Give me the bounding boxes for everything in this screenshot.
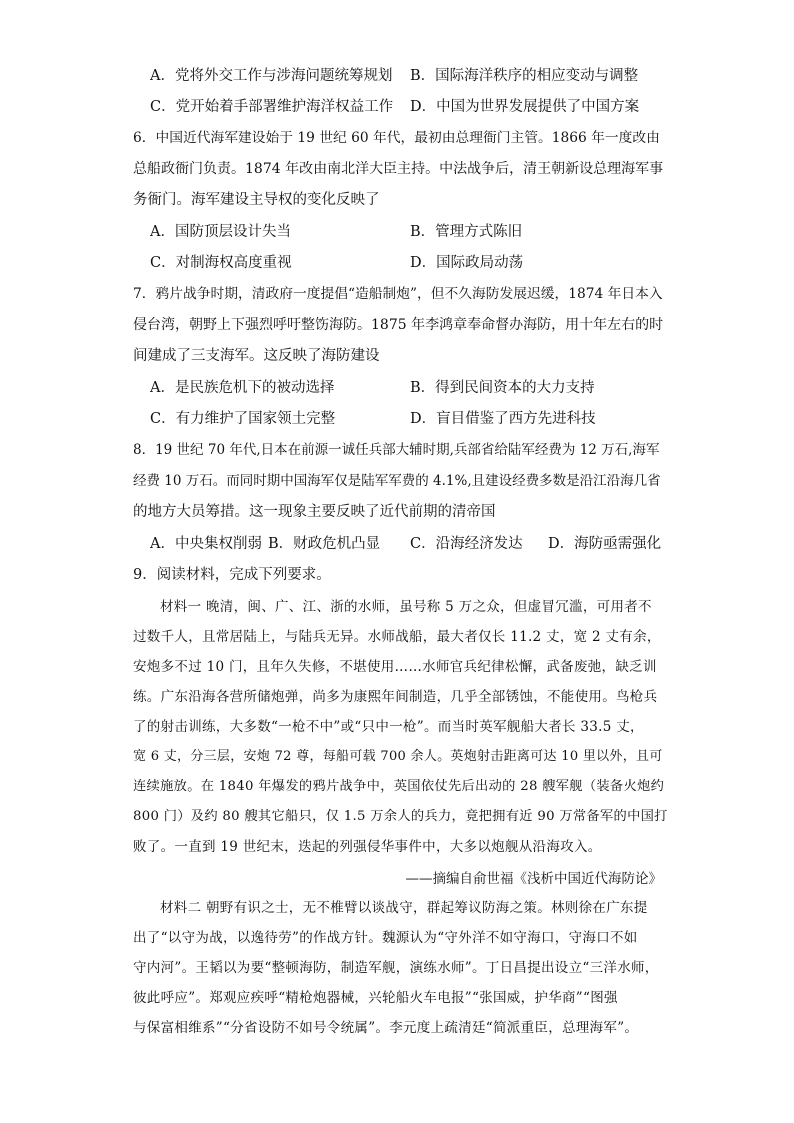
q7-option-b[interactable]: B．得到民间资本的大力支持 <box>410 380 595 396</box>
q6-stem-line: 6．中国近代海军建设始于 19 世纪 60 年代，最初由总理衙门主管。1866 年一度改由 <box>133 130 660 146</box>
q5-option-a[interactable]: A．党将外交工作与涉海问题统筹规划 <box>150 68 393 84</box>
q5-option-d[interactable]: D．中国为世界发展提供了中国方案 <box>410 99 640 115</box>
q7-stem-line: 7．鸦片战争时期，清政府一度提倡“造船制炮”，但不久海防发展迟缓，1874 年日本入 <box>133 286 663 302</box>
q8-option-b[interactable]: B．财政危机凸显 <box>268 536 381 552</box>
q6-option-d[interactable]: D．国际政局动荡 <box>410 255 524 271</box>
q8-option-a[interactable]: A．中央集权削弱 <box>150 536 262 552</box>
material-one-line: 宽 6 丈，分三层，安炮 72 尊，每船可载 700 余人。英炮射击距离可达 10 里以外，且可 <box>133 749 663 764</box>
q6-option-c[interactable]: C．对制海权高度重视 <box>150 255 292 271</box>
material-one-line: 安炮多不过 10 门，且年久失修，不堪使用……水师官兵纪律松懈，武备废弛，缺乏训 <box>133 659 657 675</box>
q8-option-c[interactable]: C．沿海经济发达 <box>410 536 523 552</box>
q7-stem-line: 侵台湾，朝野上下强烈呼吁整饬海防。1875 年李鸿章奉命督办海防，用十年左右的时 <box>133 317 664 333</box>
q5-option-c[interactable]: C．党开始着手部署维护海洋权益工作 <box>150 99 394 115</box>
q8-stem-line: 经费 10 万石。而同时期中国海军仅是陆军军费的 4.1%,且建设经费多数是沿江沿海几省 <box>133 473 661 489</box>
material-one-source: ——摘编自俞世福《浅析中国近代海防论》 <box>405 871 662 887</box>
q8-stem-line: 8．19 世纪 70 年代,日本在前源一诚任兵部大辅时期,兵部省给陆军经费为 12 万石,海军 <box>133 442 660 458</box>
q8-stem-line: 的地方大员筹措。这一现象主要反映了近代前期的清帝国 <box>133 504 496 520</box>
material-two-line: 彼此呼应”。郑观应疾呼“精枪炮器械，兴轮船火车电报”“张国威，护华商”“图强 <box>133 990 618 1006</box>
material-two-line: 与保富相维系”“分省设防不如号令统属”。李元度上疏清廷“简派重臣，总理海军”。 <box>133 1020 639 1036</box>
material-one-line: 练。广东沿海各营所储炮弹，尚多为康熙年间制造，几乎全部锈蚀，不能使用。鸟枪兵 <box>133 689 658 705</box>
q6-option-b[interactable]: B．管理方式陈旧 <box>410 224 523 240</box>
q8-option-d[interactable]: D．海防亟需强化 <box>548 536 662 552</box>
material-one-line: 败了。一直到 19 世纪末，迭起的列强侵华事件中，大多以炮舰从沿海攻入。 <box>133 839 602 855</box>
material-one-line: 材料一 晚清，闽、广、江、浙的水师，虽号称 5 万之众，但虚冒冗滥，可用者不 <box>160 599 652 615</box>
material-one-line: 过数千人，且常居陆上，与陆兵无异。水师战船，最大者仅长 11.2 丈，宽 2 丈有余， <box>133 629 661 645</box>
q7-option-a[interactable]: A．是民族危机下的被动选择 <box>150 380 335 396</box>
material-two-line: 守内河”。王韬以为要“整顿海防，制造军舰，演练水师”。丁日昌提出设立“三洋水师， <box>133 960 659 976</box>
material-one-line: 800 门）及约 80 艘其它船只，仅 1.5 万余人的兵力，竟把拥有近 90 万常备军的中国打 <box>133 809 668 824</box>
q6-option-a[interactable]: A．国防顶层设计失当 <box>150 224 291 240</box>
material-two-line: 出了“以守为战，以逸待劳”的作战方针。魏源认为“守外洋不如守海口，守海口不如 <box>133 930 638 946</box>
material-one-line: 连续施放。在 1840 年爆发的鸦片战争中，英国依仗先后出动的 28 艘军舰（装备火炮约 <box>133 779 665 794</box>
q5-option-b[interactable]: B．国际海洋秩序的相应变动与调整 <box>410 68 639 84</box>
q6-stem-line: 总船政衙门负责。1874 年改由南北洋大臣主持。中法战争后，清王朝新设总理海军事 <box>133 161 664 177</box>
q7-stem-line: 间建成了三支海军。这反映了海防建设 <box>133 348 380 364</box>
q7-option-c[interactable]: C．有力维护了国家领土完整 <box>150 411 336 427</box>
material-one-line: 了的射击训练，大多数“一枪不中”或“只中一枪”。而当时英军舰船大者长 33.5 丈， <box>133 719 644 735</box>
q6-stem-line: 务衙门。海军建设主导权的变化反映了 <box>133 192 380 208</box>
material-two-line: 材料二 朝野有识之士，无不椎臂以谈战守，群起筹议防海之策。林则徐在广东提 <box>160 900 648 916</box>
q9-stem: 9．阅读材料，完成下列要求。 <box>133 567 331 583</box>
q7-option-d[interactable]: D．盲目借鉴了西方先进科技 <box>410 411 596 427</box>
